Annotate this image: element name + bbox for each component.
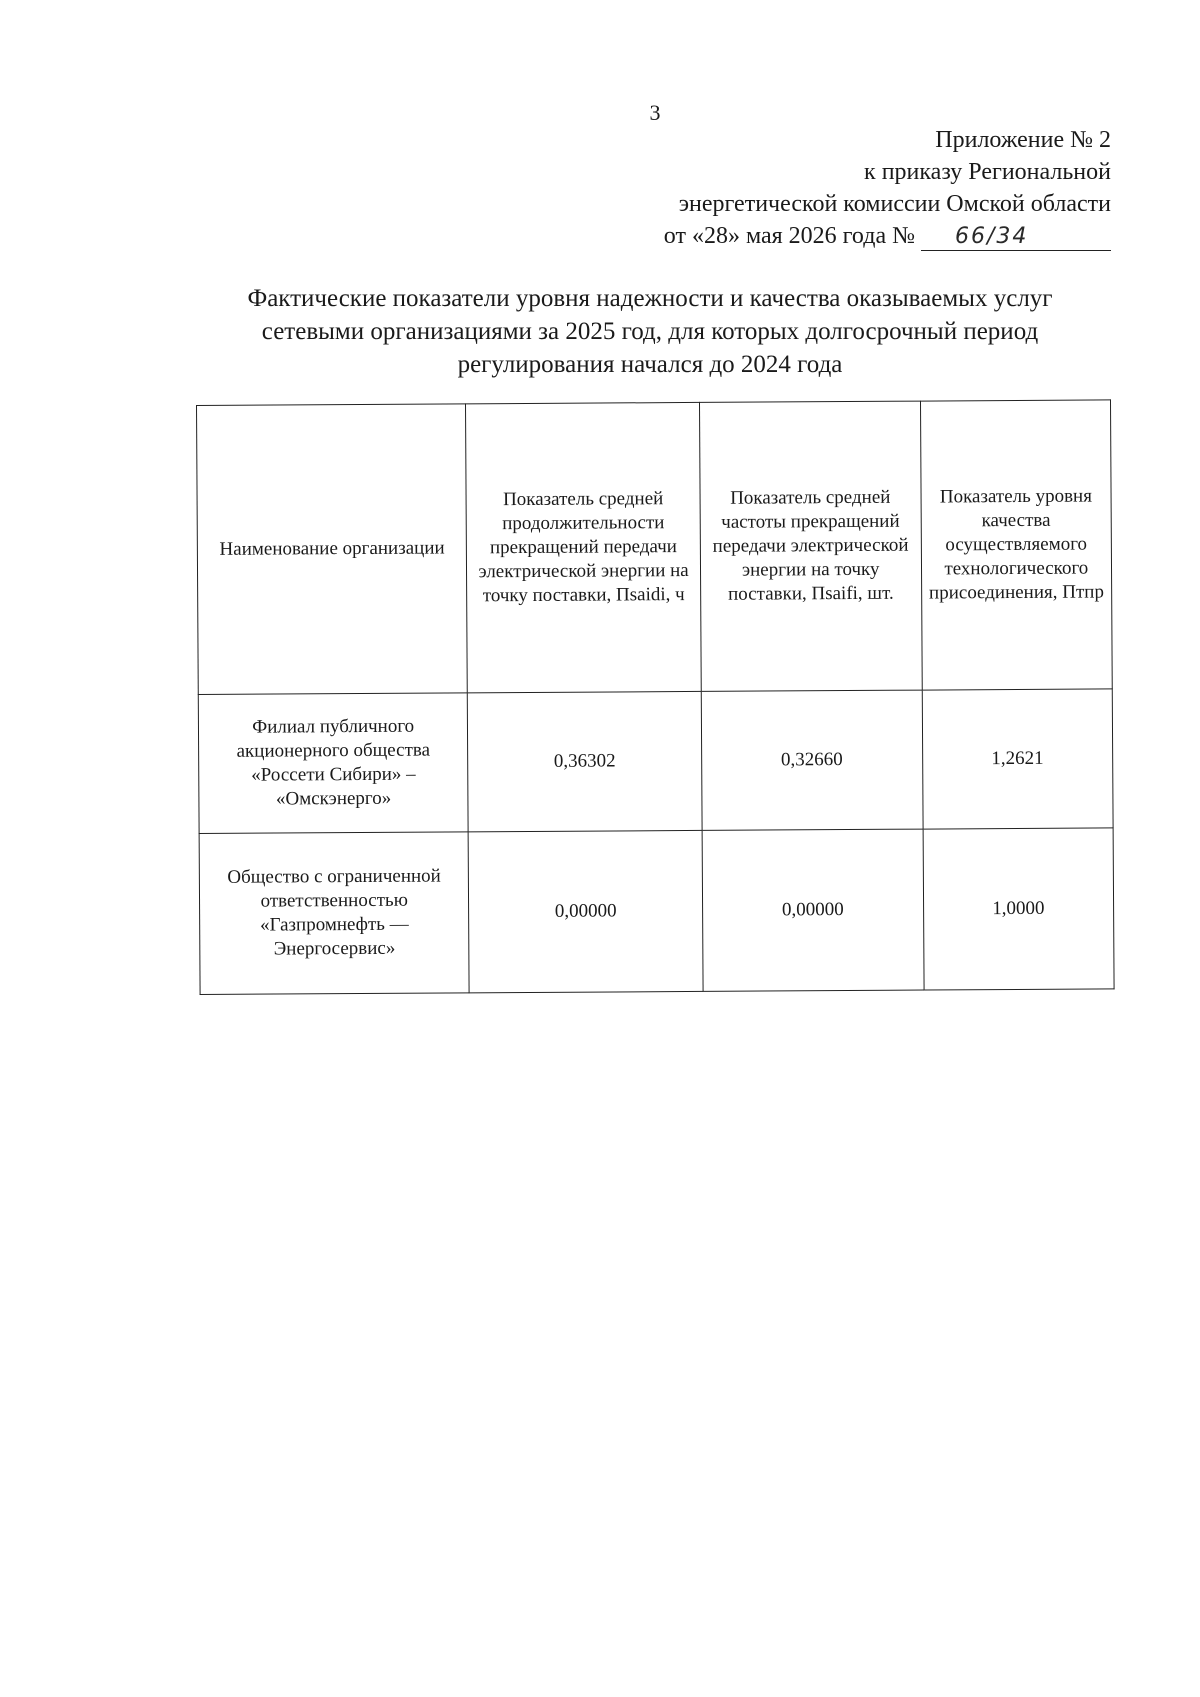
cell-saifi: 0,32660 [701,690,923,830]
order-number-handwritten: 66/34 [921,224,1111,251]
document-title [200,282,1100,381]
header-organization: Наименование организации [197,404,468,695]
appendix-date: от «28» мая 2026 года № [663,223,915,249]
table-header-row [197,400,1113,695]
cell-tpr: 1,2621 [922,689,1113,829]
cell-saidi: 0,36302 [468,691,702,831]
appendix-order-ref: к приказу Региональной [864,159,1111,185]
header-tpr: Показатель уровня качества осуществляемого технологического присоединения, Птпр [920,400,1112,690]
cell-organization: Филиал публичного акционерного общества «Россети Сибири» – «Омскэнерго» [198,693,468,834]
appendix-header [664,124,1111,252]
header-saidi: Показатель средней продолжительности прекращений передачи электрической энергии на точку поставки, Пsaidi, ч [466,402,701,692]
table-row [199,828,1114,995]
cell-saifi: 0,00000 [702,829,924,991]
header-saifi: Показатель средней частоты прекращений передачи электрической энергии на точку поставки, Пsaifi, шт. [699,401,922,691]
appendix-title: Приложение № 2 [935,127,1111,153]
appendix-date-line [664,220,1111,252]
cell-saidi: 0,00000 [468,830,702,992]
title-line-2: сетевыми организациями за 2025 год, для которых долгосрочный период [261,318,1039,345]
cell-organization: Общество с ограниченной ответственностью «Газпромнефть — Энергосервис» [199,832,469,995]
cell-tpr: 1,0000 [923,828,1114,990]
title-line-3: регулирования начался до 2024 года [457,351,843,378]
title-line-1: Фактические показатели уровня надежности и качества оказываемых услуг [247,285,1053,312]
indicators-table [196,399,1115,995]
table-row [198,689,1113,834]
appendix-commission: энергетической комиссии Омской области [678,191,1111,217]
page-number: 3 [649,100,661,125]
